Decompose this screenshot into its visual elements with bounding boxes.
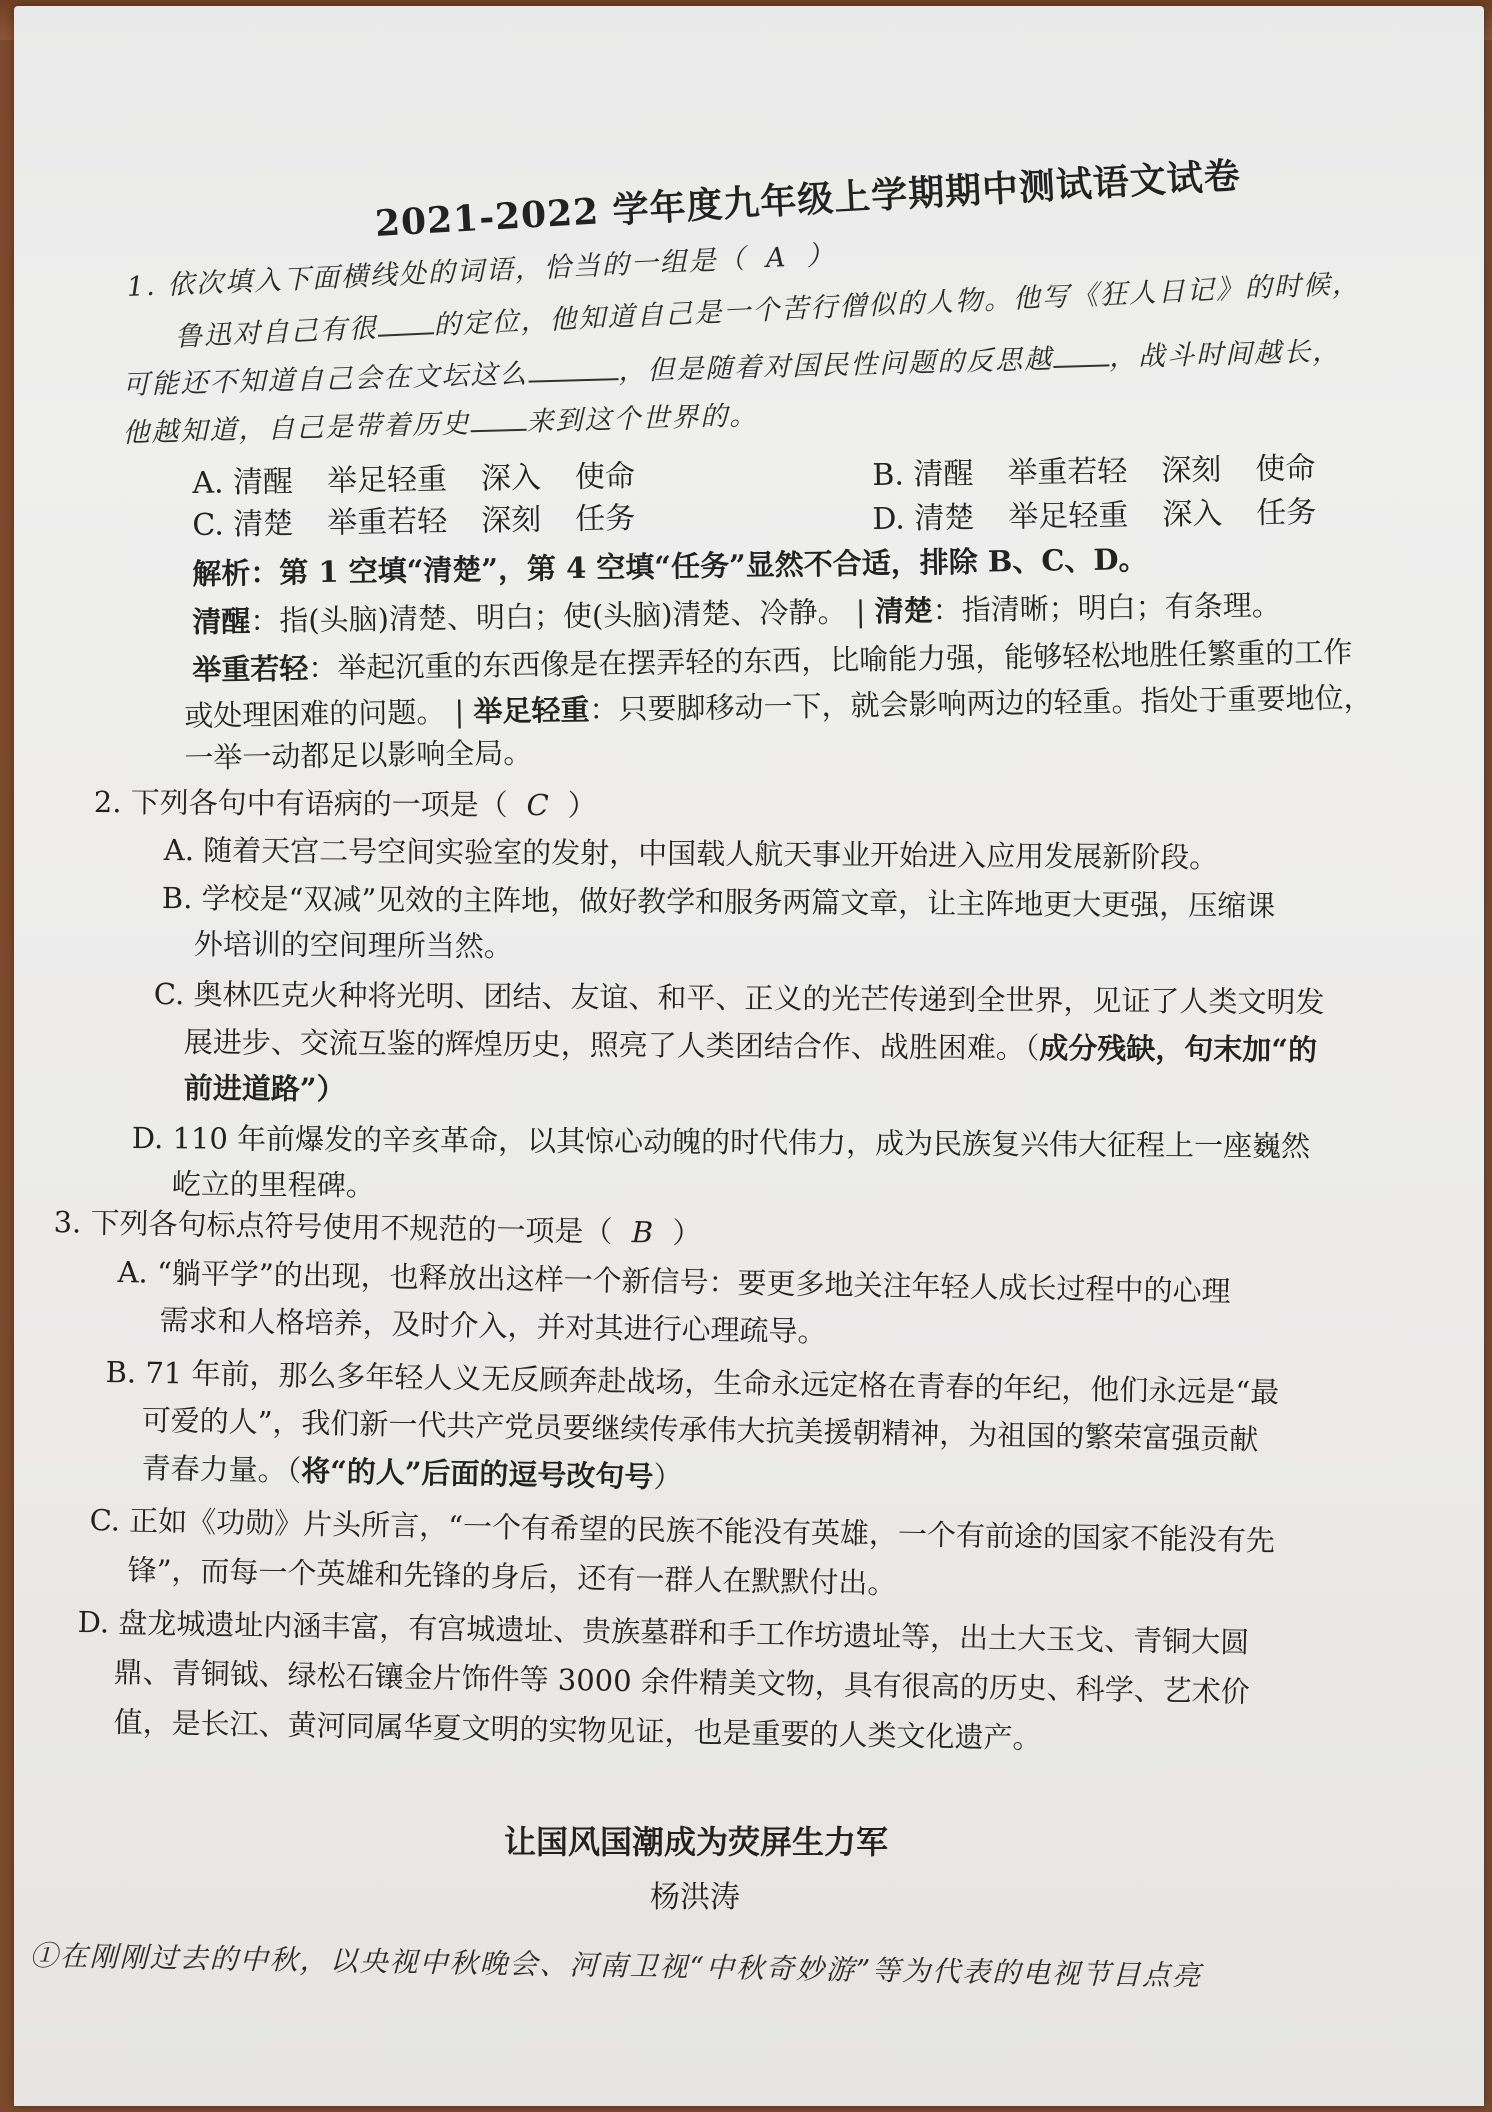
q1-option-d: D. 清楚 举足轻重 深入 任务 [872,495,1317,537]
q1-option-b: B. 清醒 举重若轻 深刻 使命 [872,451,1316,493]
q1-blank-3 [1053,342,1110,368]
q1-blank-4 [470,407,527,433]
exam-content [14,6,1484,2106]
q1-note-3-cont: 或处理困难的问题。 | 举足轻重：只要脚移动一下，就会影响两边的轻重。指处于重要地位， [184,680,1373,733]
q2-stem: 2. 下列各句中有语病的一项是（ C ） [94,782,597,826]
article-title: 让国风国潮成为荧屏生力军 [504,1823,889,1861]
q1-blank-1 [377,310,434,337]
q3-option-b-line-3: 青春力量。（将“的人”后面的逗号改句号） [141,1450,683,1495]
q3-stem: 3. 下列各句标点符号使用不规范的一项是（ B ） [53,1202,702,1253]
q1-passage-line-2: 可能还不知道自己会在文坛这么 ，但是随着对国民性问题的反思越 ，战斗时间越长， [122,335,1342,401]
q3-option-c-line-1: C. 正如《功勋》片头所言，“一个有希望的民族不能没有英雄，一个有前途的国家不能没有先 [89,1502,1276,1558]
q3-option-a-line-1: A. “躺平学”的出现，也释放出这样一个新信号：要更多地关注年轻人成长过程中的心理 [117,1254,1231,1309]
q1-passage-line-1: 鲁迅对自己有很 的定位，他知道自己是一个苦行僧似的人物。他写《狂人日记》的时候， [174,268,1362,353]
q3-option-c-line-2: 锋”，而每一个英雄和先锋的身后，还有一群人在默默付出。 [127,1552,897,1601]
q1-answer: A [765,242,789,274]
q3-option-a-line-2: 需求和人格培养，及时介入，并对其进行心理疏导。 [159,1302,827,1349]
q2-option-d-line-2: 屹立的里程碑。 [171,1166,375,1203]
exam-paper [14,6,1484,2106]
q3-answer: B [631,1215,654,1250]
q1-option-a: A. 清醒 举足轻重 深入 使命 [192,459,636,501]
q1-stem: 1. 依次填入下面横线处的词语，恰当的一组是（ A ） [126,236,836,308]
q2-option-c-line-1: C. 奥林匹克火种将光明、团结、友谊、和平、正义的光芒传递到全世界，见证了人类文明发 [153,976,1325,1020]
q1-option-c: C. 清楚 举重若轻 深刻 任务 [192,501,636,543]
q2-option-c-line-2: 展进步、交流互鉴的辉煌历史，照亮了人类团结合作、战胜困难。（成分残缺，句末加“的 [183,1025,1318,1067]
q2-option-d-line-1: D. 110 年前爆发的辛亥革命，以其惊心动魄的时代伟力，成为民族复兴伟大征程上一座巍然 [131,1120,1311,1164]
q2-option-b-line-1: B. 学校是“双减”见效的主阵地，做好教学和服务两篇文章，让主阵地更大更强，压缩课 [161,880,1276,923]
q1-passage-line-3: 他越知道，自己是带着历史 来到这个世界的。 [122,400,759,449]
q2-answer: C [526,788,549,823]
q3-option-d-line-1: D. 盘龙城遗址内涵丰富，有宫城遗址、贵族墓群和手工作坊遗址等，出土大玉戈、青铜大圆 [77,1604,1250,1660]
q3-option-d-line-2: 鼎、青铜钺、绿松石镶金片饰件等 3000 余件精美文物，具有很高的历史、科学、艺术价 [113,1654,1251,1709]
q3-option-b-line-1: B. 71 年前，那么多年轻人义无反顾奔赴战场，生命永远定格在青春的年纪，他们永远是“最 [105,1354,1280,1410]
q3-option-d-line-3: 值，是长江、黄河同属华夏文明的实物见证，也是重要的人类文化遗产。 [113,1704,1042,1756]
q2-option-a: A. 随着天宫二号空间实验室的发射，中国载人航天事业开始进入应用发展新阶段。 [163,832,1219,875]
exam-title: 2021-2022 学年度九年级上学期期中测试语文试卷 [373,154,1242,245]
q2-option-b-line-2: 外培训的空间理所当然。 [193,926,513,964]
q2-option-c-line-3: 前进道路”） [183,1070,346,1107]
q3-option-b-line-2: 可爱的人”，我们新一代共产党员要继续传承伟大抗美援朝精神，为祖国的繁荣富强贡献 [141,1402,1259,1457]
article-author: 杨洪涛 [650,1880,740,1915]
q1-analysis: 解析：第 1 空填“清楚”，第 4 空填“任务”显然不合适，排除 B、C、D。 [192,541,1148,591]
q1-note-3: 举重若轻：举起沉重的东西像是在摆弄轻的东西，比喻能力强，能够轻松地胜任繁重的工作 [192,634,1353,687]
q1-note-4-cont: 一举一动都足以影响全局。 [184,735,533,775]
q1-blank-2 [528,356,619,383]
q1-note-1: 清醒：指(头脑)清楚、明白；使(头脑)清楚、冷静。 | 清楚：指清晰；明白；有条理。 [192,587,1281,639]
article-paragraph-1: ①在刚刚过去的中秋，以央视中秋晚会、河南卫视“中秋奇妙游”等为代表的电视节目点亮 [29,1938,1203,1993]
